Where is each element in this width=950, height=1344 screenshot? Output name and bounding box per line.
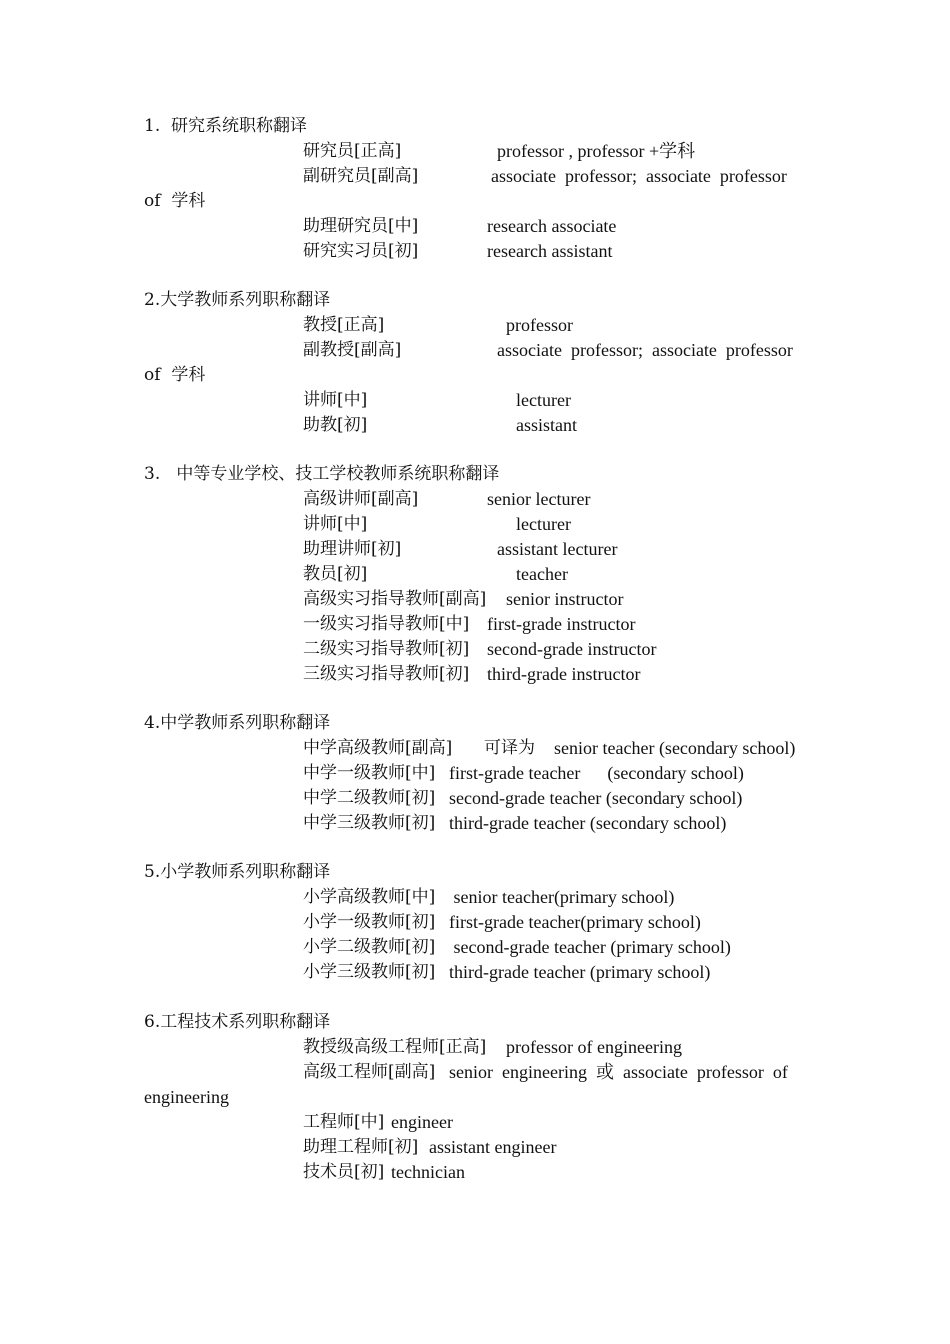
section-heading: 3. 中等专业学校、技工学校教师系统职称翻译 (144, 464, 500, 484)
title-en: second-grade teacher (secondary school) (449, 788, 743, 808)
title-note: 可译为 (484, 738, 535, 758)
title-en: professor of engineering (506, 1037, 682, 1057)
title-cn: 中学高级教师[副高] (303, 738, 453, 758)
title-cn: 教授级高级工程师[正高] (303, 1037, 487, 1057)
title-cn: 副教授[副高] (303, 340, 402, 360)
title-en: first-grade instructor (487, 614, 636, 634)
title-en: third-grade teacher (primary school) (449, 962, 711, 982)
section-heading: 6.工程技术系列职称翻译 (144, 1012, 331, 1032)
title-cn: 中学二级教师[初] (303, 788, 436, 808)
title-en: first-grade teacher(primary school) (449, 912, 701, 932)
title-cn: 中学三级教师[初] (303, 813, 436, 833)
title-en: assistant (516, 415, 577, 435)
title-cn: 小学高级教师[中] (303, 887, 436, 907)
title-en: lecturer (516, 514, 571, 534)
section-heading: 5.小学教师系列职称翻译 (144, 862, 331, 882)
section-heading: 2.大学教师系列职称翻译 (144, 290, 331, 310)
title-en: professor , professor +学科 (497, 141, 696, 161)
title-cn: 二级实习指导教师[初] (303, 639, 470, 659)
title-cn: 讲师[中] (303, 514, 368, 534)
title-en: third-grade instructor (487, 664, 641, 684)
title-cn: 助理工程师[初] (303, 1137, 419, 1157)
section-heading: 1. 研究系统职称翻译 (144, 116, 308, 136)
title-cn: 小学二级教师[初] (303, 937, 436, 957)
title-en: associate professor; associate professor (491, 166, 787, 186)
title-en-continued: engineering (144, 1087, 229, 1107)
title-en: senior instructor (506, 589, 624, 609)
title-cn: 工程师[中] (303, 1112, 385, 1132)
title-cn: 高级工程师[副高] (303, 1062, 436, 1082)
title-cn: 三级实习指导教师[初] (303, 664, 470, 684)
title-en: teacher (516, 564, 568, 584)
title-cn: 高级讲师[副高] (303, 489, 419, 509)
title-en: lecturer (516, 390, 571, 410)
title-en-continued: of 学科 (144, 365, 206, 385)
title-en: senior teacher(primary school) (449, 887, 675, 907)
title-cn: 高级实习指导教师[副高] (303, 589, 487, 609)
title-en: research associate (487, 216, 617, 236)
title-cn: 中学一级教师[中] (303, 763, 436, 783)
title-cn: 一级实习指导教师[中] (303, 614, 470, 634)
title-en: third-grade teacher (secondary school) (449, 813, 727, 833)
title-cn: 教授[正高] (303, 315, 385, 335)
title-cn: 助理研究员[中] (303, 216, 419, 236)
title-en: associate professor; associate professor (497, 340, 793, 360)
section-heading: 4.中学教师系列职称翻译 (144, 713, 331, 733)
title-cn: 助理讲师[初] (303, 539, 402, 559)
title-cn: 助教[初] (303, 415, 368, 435)
title-en: senior lecturer (487, 489, 591, 509)
title-cn: 小学一级教师[初] (303, 912, 436, 932)
title-en: research assistant (487, 241, 613, 261)
title-en: assistant lecturer (497, 539, 618, 559)
title-en: professor (506, 315, 573, 335)
title-en: assistant engineer (429, 1137, 557, 1157)
title-cn: 教员[初] (303, 564, 368, 584)
title-en: technician (391, 1162, 465, 1182)
title-en: second-grade instructor (487, 639, 657, 659)
title-cn: 研究实习员[初] (303, 241, 419, 261)
title-cn: 小学三级教师[初] (303, 962, 436, 982)
title-en: first-grade teacher (secondary school) (449, 763, 744, 783)
title-cn: 副研究员[副高] (303, 166, 419, 186)
title-cn: 技术员[初] (303, 1162, 385, 1182)
title-cn: 讲师[中] (303, 390, 368, 410)
title-cn: 研究员[正高] (303, 141, 402, 161)
title-en: engineer (391, 1112, 453, 1132)
title-en-continued: of 学科 (144, 191, 206, 211)
title-en: second-grade teacher (primary school) (449, 937, 731, 957)
title-en: senior engineering 或 associate professor of (449, 1062, 788, 1082)
title-en: senior teacher (secondary school) (554, 738, 796, 758)
